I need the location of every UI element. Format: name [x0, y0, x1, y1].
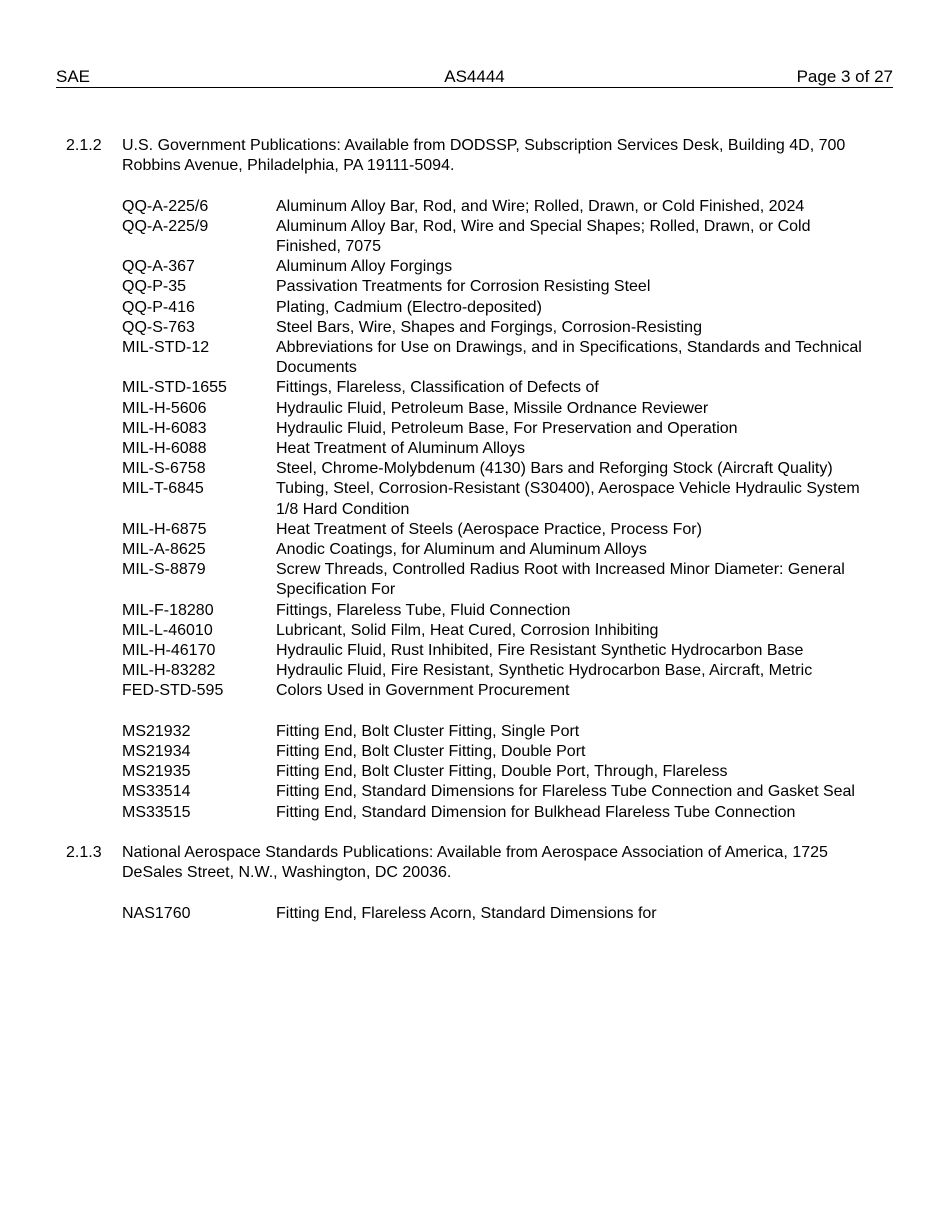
- reference-code: MIL-S-8879: [122, 561, 206, 579]
- reference-description: Aluminum Alloy Forgings: [276, 258, 453, 276]
- reference-code: QQ-P-35: [122, 278, 187, 296]
- reference-description: Passivation Treatments for Corrosion Resisting Steel: [276, 278, 651, 296]
- reference-description: Screw Threads, Controlled Radius Root with Increased Minor Diameter: General Specification For: [276, 561, 845, 599]
- section-text: National Aerospace Standards Publications: Available from Aerospace Association of America, 1725 DeSales Street, N.W., Washington, DC 20036.: [122, 844, 828, 882]
- reference-item: [122, 439, 866, 459]
- reference-item: [122, 298, 866, 318]
- reference-code: MIL-F-18280: [122, 601, 214, 619]
- reference-description: Fitting End, Standard Dimension for Bulkhead Flareless Tube Connection: [276, 803, 796, 821]
- reference-item: [122, 540, 866, 560]
- header-org: SAE: [56, 67, 91, 86]
- reference-description: Lubricant, Solid Film, Heat Cured, Corrosion Inhibiting: [276, 621, 659, 639]
- section-2-1-3: [66, 843, 866, 883]
- reference-description: Steel Bars, Wire, Shapes and Forgings, Corrosion-Resisting: [276, 318, 702, 336]
- reference-description: Aluminum Alloy Bar, Rod, Wire and Special Shapes; Rolled, Drawn, or Cold Finished, 7075: [276, 217, 811, 255]
- reference-description: Hydraulic Fluid, Rust Inhibited, Fire Resistant Synthetic Hydrocarbon Base: [276, 642, 804, 660]
- reference-item: [122, 318, 866, 338]
- reference-description: Tubing, Steel, Corrosion-Resistant (S30400), Aerospace Vehicle Hydraulic System 1/8 Hard Condition: [276, 480, 860, 518]
- reference-description: Abbreviations for Use on Drawings, and in Specifications, Standards and Technical Documents: [276, 339, 862, 377]
- reference-code: MIL-H-6875: [122, 520, 207, 538]
- reference-description: Fittings, Flareless Tube, Fluid Connection: [276, 601, 571, 619]
- reference-item: [122, 803, 866, 823]
- reference-item: [122, 601, 866, 621]
- reference-item: [122, 419, 866, 439]
- header-page-number: Page 3 of 27: [796, 67, 893, 86]
- reference-description: Fittings, Flareless, Classification of Defects of: [276, 379, 599, 397]
- section-text: U.S. Government Publications: Available from DODSSP, Subscription Services Desk, Building 4D, 700 Robbins Avenue, Philadelphia, PA 19111-5094.: [122, 137, 846, 175]
- reference-code: QQ-A-367: [122, 258, 195, 276]
- reference-item: [122, 520, 866, 540]
- reference-description: Plating, Cadmium (Electro-deposited): [276, 298, 542, 316]
- reference-item: [122, 621, 866, 641]
- reference-code: MS33515: [122, 803, 191, 821]
- reference-code: MS21935: [122, 763, 191, 781]
- reference-description: Hydraulic Fluid, Petroleum Base, For Preservation and Operation: [276, 419, 738, 437]
- reference-code: QQ-S-763: [122, 318, 195, 336]
- reference-list-ms: [122, 722, 866, 823]
- reference-code: MIL-S-6758: [122, 460, 206, 478]
- reference-description: Heat Treatment of Steels (Aerospace Practice, Process For): [276, 520, 702, 538]
- reference-description: Hydraulic Fluid, Petroleum Base, Missile Ordnance Reviewer: [276, 399, 709, 417]
- document-body: [66, 136, 866, 924]
- reference-item: [122, 338, 866, 378]
- reference-item: [122, 277, 866, 297]
- reference-description: Aluminum Alloy Bar, Rod, and Wire; Rolled, Drawn, or Cold Finished, 2024: [276, 197, 805, 215]
- reference-description: Fitting End, Bolt Cluster Fitting, Double Port, Through, Flareless: [276, 763, 728, 781]
- reference-code: MIL-H-6088: [122, 440, 207, 458]
- reference-item: [122, 459, 866, 479]
- reference-list-nas: [122, 904, 866, 924]
- reference-code: MIL-STD-1655: [122, 379, 227, 397]
- reference-item: [122, 378, 866, 398]
- reference-item: [122, 722, 866, 742]
- reference-item: [122, 641, 866, 661]
- section-2-1-2: [66, 136, 866, 176]
- reference-code: MS21932: [122, 722, 191, 740]
- header-doc-number: AS4444: [444, 67, 505, 86]
- section-number: 2.1.2: [66, 137, 102, 154]
- reference-code: MIL-L-46010: [122, 621, 213, 639]
- reference-description: Steel, Chrome-Molybdenum (4130) Bars and Reforging Stock (Aircraft Quality): [276, 460, 833, 478]
- reference-item: [122, 399, 866, 419]
- reference-description: Fitting End, Bolt Cluster Fitting, Single Port: [276, 722, 580, 740]
- reference-code: MIL-T-6845: [122, 480, 204, 498]
- reference-code: MS21934: [122, 743, 191, 761]
- reference-description: Heat Treatment of Aluminum Alloys: [276, 440, 525, 458]
- reference-code: QQ-P-416: [122, 298, 195, 316]
- reference-description: Fitting End, Flareless Acorn, Standard Dimensions for: [276, 904, 657, 922]
- reference-code: MIL-STD-12: [122, 339, 210, 357]
- reference-item: [122, 742, 866, 762]
- page-header: [56, 67, 893, 88]
- reference-item: [122, 197, 866, 217]
- reference-item: [122, 681, 866, 701]
- reference-code: MIL-A-8625: [122, 541, 206, 559]
- reference-code: MS33514: [122, 783, 191, 801]
- reference-list-us-gov: [122, 197, 866, 702]
- reference-item: [122, 217, 866, 257]
- reference-code: MIL-H-83282: [122, 662, 216, 680]
- reference-description: Fitting End, Standard Dimensions for Flareless Tube Connection and Gasket Seal: [276, 783, 855, 801]
- reference-item: [122, 762, 866, 782]
- reference-code: MIL-H-46170: [122, 642, 216, 660]
- reference-code: NAS1760: [122, 904, 191, 922]
- reference-code: QQ-A-225/9: [122, 217, 209, 235]
- reference-description: Hydraulic Fluid, Fire Resistant, Synthetic Hydrocarbon Base, Aircraft, Metric: [276, 662, 813, 680]
- reference-item: [122, 257, 866, 277]
- reference-description: Colors Used in Government Procurement: [276, 682, 570, 700]
- reference-item: [122, 782, 866, 802]
- reference-code: MIL-H-6083: [122, 419, 207, 437]
- reference-item: [122, 904, 866, 924]
- reference-code: MIL-H-5606: [122, 399, 207, 417]
- reference-item: [122, 479, 866, 519]
- reference-item: [122, 661, 866, 681]
- reference-code: QQ-A-225/6: [122, 197, 209, 215]
- section-number: 2.1.3: [66, 844, 102, 862]
- reference-code: FED-STD-595: [122, 682, 224, 700]
- reference-description: Anodic Coatings, for Aluminum and Aluminum Alloys: [276, 541, 647, 559]
- reference-description: Fitting End, Bolt Cluster Fitting, Double Port: [276, 743, 586, 761]
- reference-item: [122, 560, 866, 600]
